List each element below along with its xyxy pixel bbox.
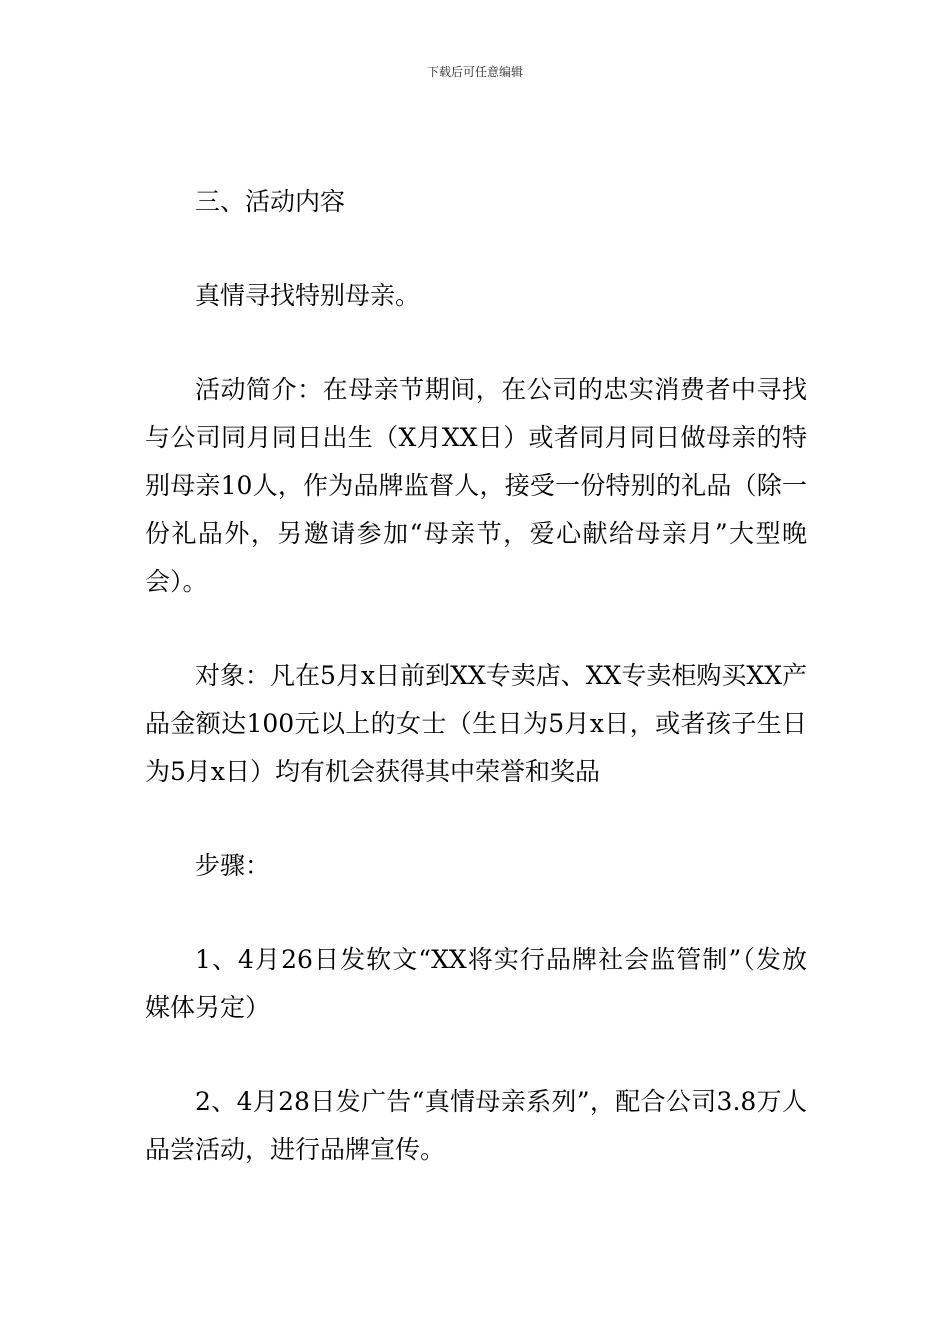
document-body: [145, 178, 807, 1174]
step-1-paragraph: 1、4月26日发软文“XX将实行品牌社会监管制”（发放媒体另定）: [145, 945, 807, 1022]
page-header: 下载后可任意编辑: [426, 65, 523, 79]
activity-title: 真情寻找特别母亲。: [195, 281, 421, 310]
target-audience-paragraph: 对象：凡在5月x日前到XX专卖店、XX专卖柜购买XX产品金额达100元以上的女士（生日为5月x日，或者孩子生日为5月x日）均有机会获得其中荣誉和奖品: [145, 661, 807, 786]
step-2-paragraph: 2、4月28日发广告“真情母亲系列”，配合公司3.8万人品尝活动，进行品牌宣传。: [145, 1087, 807, 1164]
section-heading: 三、活动内容: [195, 187, 346, 216]
steps-heading: 步骤：: [195, 851, 271, 880]
activity-intro-paragraph: 活动简介：在母亲节期间，在公司的忠实消费者中寻找与公司同月同日出生（X月XX日）或者同月同日做母亲的特别母亲10人，作为品牌监督人，接受一份特别的礼品（除一份礼品外，另邀请参加“母亲节，爱心献给母亲月”大型晚会）。: [145, 375, 807, 596]
